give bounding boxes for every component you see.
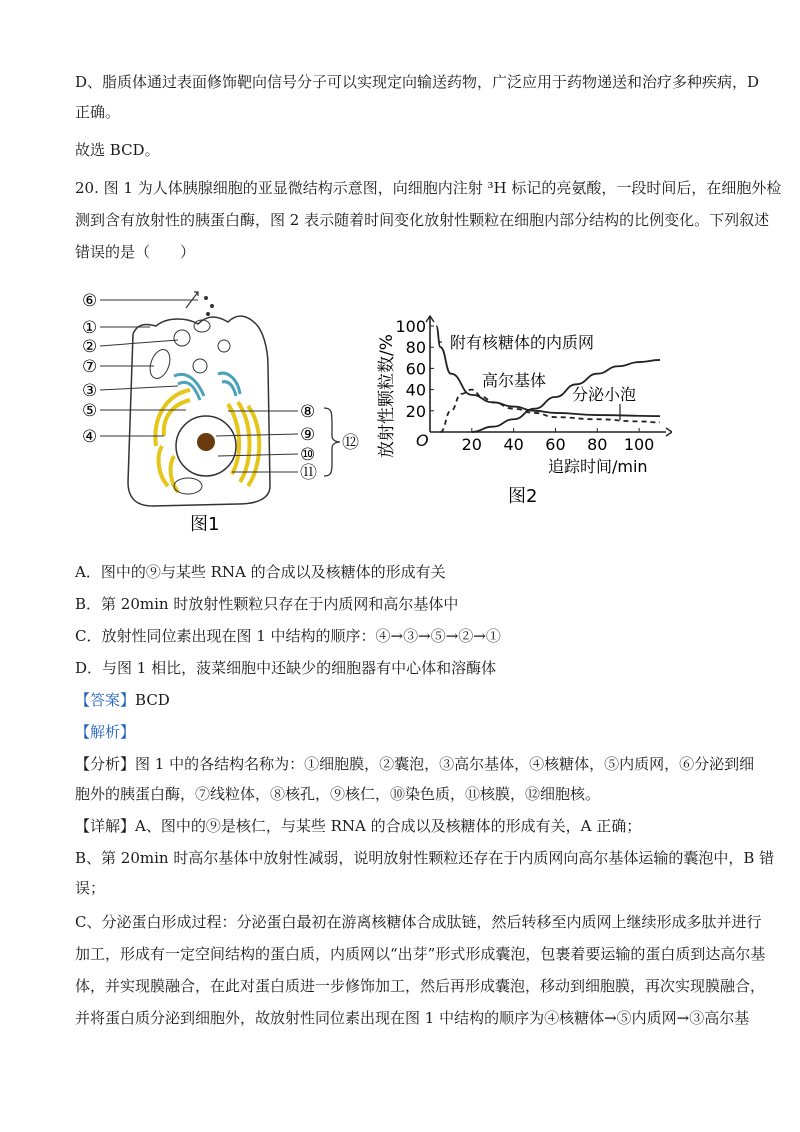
x-tick-label: 80 [587, 435, 608, 454]
label-3: ③ [82, 381, 98, 401]
analysis-tag: 【解析】 [75, 723, 136, 741]
analysis-line2: 胞外的胰蛋白酶，⑦线粒体，⑧核孔，⑨核仁，⑩染色质，⑪核膜，⑫细胞核。 [75, 785, 601, 803]
x-tick-label: 40 [503, 435, 524, 454]
label-5: ⑤ [82, 401, 98, 421]
y-tick-label: 100 [395, 317, 426, 336]
option-c: C．放射性同位素出现在图 1 中结构的顺序：④→③→⑤→②→① [75, 627, 501, 645]
analysis-fenxi-tag: 【分析】 [75, 755, 136, 773]
y-tick-label: 40 [405, 380, 426, 400]
detail-line-a [75, 816, 641, 836]
label-4: ④ [82, 427, 98, 447]
figure2-origin: O [416, 431, 429, 450]
label-12: ⑫ [342, 433, 359, 453]
x-tick-label: 20 [461, 435, 482, 454]
label-10: ⑩ [300, 445, 316, 465]
x-tick-label: 100 [623, 435, 655, 454]
detail-a-text: A、图中的⑨是核仁，与某些 RNA 的合成以及核糖体的形成有关，A 正确； [135, 817, 642, 835]
nucleolus-shape [197, 433, 215, 451]
label-9: ⑨ [300, 425, 316, 445]
detail-line-c4: 并将蛋白质分泌到细胞外，故放射性同位素出现在图 1 中结构的顺序为④核糖体→⑤内质网→③高尔基 [75, 1009, 750, 1027]
x-tick-label: 60 [545, 435, 566, 454]
series-label-vesicle: 分泌小泡 [572, 385, 637, 404]
option-d-explanation-line2: 正确。 [75, 103, 121, 121]
question-line2: 测到含有放射性的胰蛋白酶，图 2 表示随着时间变化放射性颗粒在细胞内部分结构的比例变化。下列叙述 [75, 211, 770, 229]
detail-line-c2: 加工，形成有一定空间结构的蛋白质，内质网以“出芽”形式形成囊泡，包裹着要运输的蛋白质到达高尔基 [75, 945, 766, 963]
option-d: D．与图 1 相比，菠菜细胞中还缺少的细胞器有中心体和溶酶体 [75, 659, 497, 677]
figure1-caption: 图1 [190, 514, 220, 535]
series-label-golgi: 高尔基体 [482, 371, 547, 390]
label-11: ⑪ [300, 463, 317, 483]
option-b: B．第 20min 时放射性颗粒只存在于内质网和高尔基体中 [75, 595, 459, 613]
label-2: ② [82, 337, 98, 357]
y-tick-label: 60 [405, 359, 426, 379]
x-axis-arrow [666, 428, 672, 436]
figure1-cell-diagram [78, 286, 378, 538]
series-label-er: 附有核糖体的内质网 [450, 333, 595, 352]
figure2-ylabel: 放射性颗粒数/% [377, 334, 397, 458]
detail-line-c1: C、分泌蛋白形成过程：分泌蛋白最初在游离核糖体合成肽链，然后转移至内质网上继续形成多肽并进行 [75, 913, 762, 931]
mitochondrion-shape [146, 347, 173, 381]
figure2-xlabel: 追踪时间/min [548, 457, 648, 476]
y-tick-label: 20 [405, 401, 426, 421]
figure2-caption: 图2 [508, 486, 538, 507]
answer-tag: 【答案】 [75, 691, 136, 709]
question-line1: 20. 图 1 为人体胰腺细胞的亚显微结构示意图，向细胞内注射 ³H 标记的亮氨酸，一段时间后，在细胞外检 [75, 179, 782, 197]
y-tick-label: 80 [405, 338, 426, 358]
label-8: ⑧ [300, 402, 316, 422]
detail-line-c3: 体，并实现膜融合，在此对蛋白质进一步修饰加工，然后再形成囊泡，移动到细胞膜，再次实现膜融合， [75, 977, 766, 995]
choose-line: 故选 BCD。 [75, 141, 160, 159]
question-line3: 错误的是（ ） [75, 243, 196, 261]
answer-line [75, 690, 170, 710]
label-7: ⑦ [82, 357, 98, 377]
detail-line-b2: 误； [75, 879, 106, 897]
option-a: A．图中的⑨与某些 RNA 的合成以及核糖体的形成有关 [75, 563, 446, 581]
label-6: ⑥ [82, 291, 98, 311]
detail-tag: 【详解】 [75, 817, 136, 835]
figure2-line-chart [372, 308, 672, 518]
answer-value: BCD [135, 691, 170, 709]
vesicle-shape [174, 330, 190, 346]
analysis-text1: 图 1 中的各结构名称为：①细胞膜，②囊泡，③高尔基体，④核糖体，⑤内质网，⑥分泌到细 [135, 755, 755, 773]
option-d-explanation-line1: D、脂质体通过表面修饰靶向信号分子可以实现定向输送药物，广泛应用于药物递送和治疗多种疾病，D [75, 73, 760, 91]
analysis-line1 [75, 754, 754, 774]
label-1: ① [82, 318, 98, 338]
detail-line-b1: B、第 20min 时高尔基体中放射性减弱，说明放射性颗粒还存在于内质网向高尔基体运输的囊泡中，B 错 [75, 849, 775, 867]
